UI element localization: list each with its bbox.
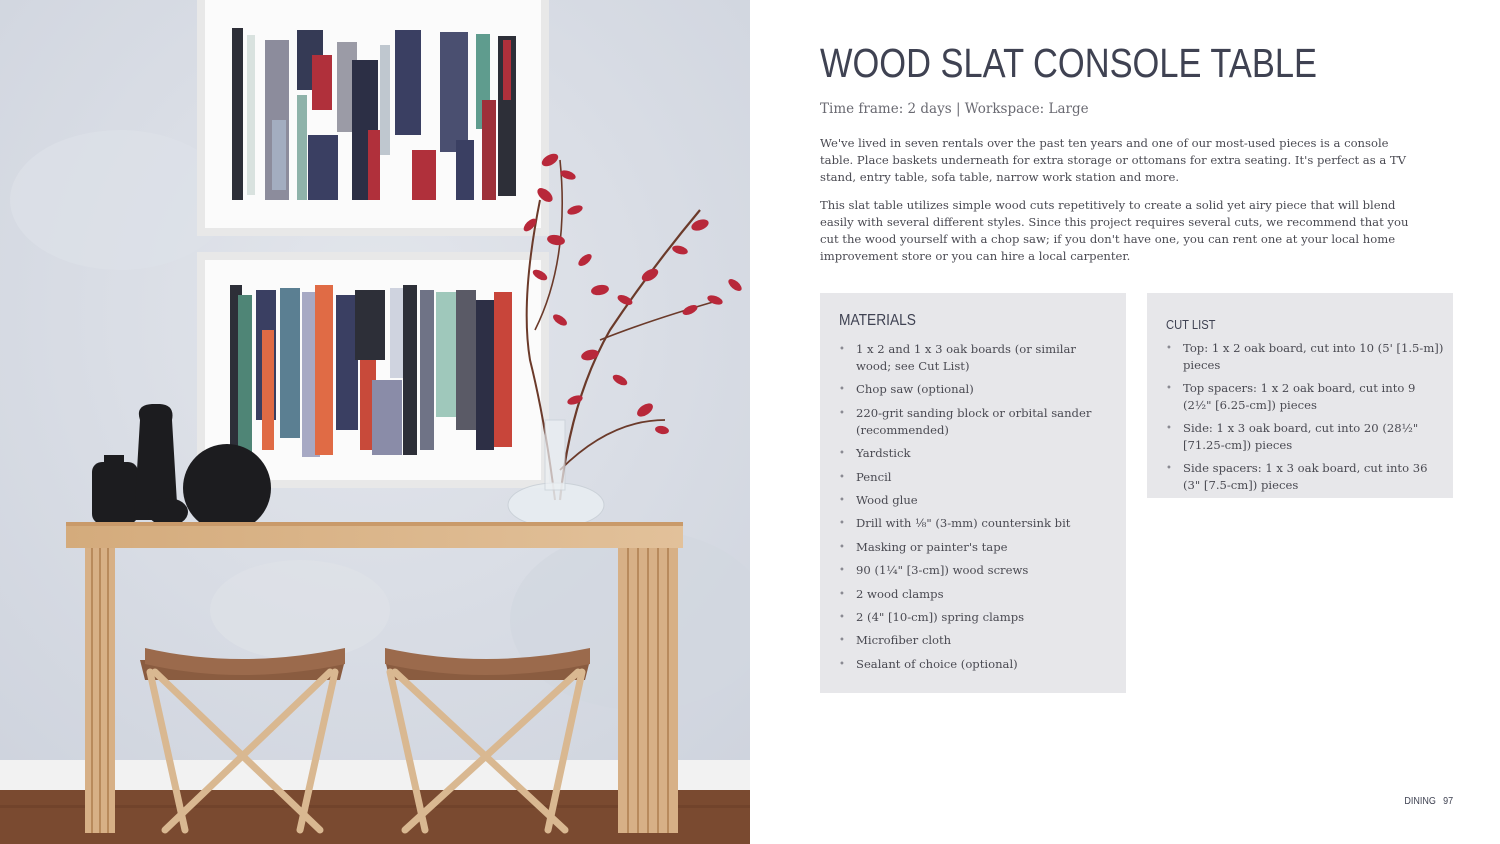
page-footer <box>1397 796 1453 807</box>
bullet-icon: • <box>839 494 845 506</box>
intro-paragraph-1: We've lived in seven rentals over the past ten years and one of our most-used pieces is a console table. Place baskets underneath for extra storage or ottomans for extra seating. It's perfect as a TV stand, entry table, sofa table, narrow work station and more. <box>820 136 1407 184</box>
materials-box <box>820 293 1126 693</box>
bullet-icon: • <box>839 588 845 600</box>
list-item: • 220-grit sanding block or orbital sander (recommended) <box>839 405 1092 437</box>
list-item: • Masking or painter's tape <box>839 539 1008 554</box>
bullet-icon: • <box>839 471 845 483</box>
list-item: • Microfiber cloth <box>839 633 952 648</box>
artwork-top <box>197 0 549 236</box>
list-item: • Yardstick <box>839 446 911 461</box>
materials-list <box>839 341 1114 679</box>
list-item: • Side: 1 x 3 oak board, cut into 20 (28½" [71.25-cm]) pieces <box>1166 421 1419 452</box>
bullet-icon: • <box>839 565 845 577</box>
list-item: • Side spacers: 1 x 3 oak board, cut into 36 (3" [7.5-cm]) pieces <box>1166 461 1428 492</box>
list-item: • 2 (4" [10-cm]) spring clamps <box>839 609 1025 624</box>
cut-list-box <box>1147 293 1453 498</box>
materials-heading: MATERIALS <box>839 312 916 329</box>
list-item: • Top: 1 x 2 oak board, cut into 10 (5' [1.5-m]) pieces <box>1166 341 1444 372</box>
bullet-icon: • <box>839 344 845 355</box>
list-item: • Drill with ⅛" (3-mm) countersink bit <box>839 516 1071 531</box>
bullet-icon: • <box>839 635 845 647</box>
bullet-icon: • <box>839 611 845 623</box>
bullet-icon: • <box>839 448 845 460</box>
bullet-icon: • <box>1166 463 1172 474</box>
list-item: • 90 (1¼" [3-cm]) wood screws <box>839 563 1029 578</box>
list-item: • Top spacers: 1 x 2 oak board, cut into 9 (2½" [6.25-cm]) pieces <box>1166 381 1416 412</box>
bullet-icon: • <box>839 658 845 670</box>
bullet-icon: • <box>839 407 845 419</box>
page-number: 97 <box>1442 796 1453 807</box>
section-name: DINING <box>1404 796 1436 807</box>
list-item: • 2 wood clamps <box>839 586 944 601</box>
bullet-icon: • <box>1166 423 1172 434</box>
project-meta: Time frame: 2 days | Workspace: Large <box>820 101 1089 117</box>
bullet-icon: • <box>839 384 845 396</box>
intro-paragraph-2: This slat table utilizes simple wood cuts repetitively to create a solid yet airy piece that will blend easily with several different styles. Since this project requires several cuts, we recommend that you cut the wood yourself with a chop saw; if you don't have one, you can rent one at your local home improvement store or you can hire a local carpenter. <box>820 198 1409 263</box>
cut-list-heading: CUT LIST <box>1166 317 1216 332</box>
page-title: WOOD SLAT CONSOLE TABLE <box>820 40 1317 86</box>
list-item: • 1 x 2 and 1 x 3 oak boards (or similar wood; see Cut List) <box>839 342 1076 373</box>
list-item: • Wood glue <box>839 492 918 507</box>
list-item: • Chop saw (optional) <box>839 382 974 397</box>
bullet-icon: • <box>1166 383 1172 394</box>
list-item: • Sealant of choice (optional) <box>839 656 1018 671</box>
list-item: • Pencil <box>839 469 892 484</box>
bullet-icon: • <box>1166 343 1172 354</box>
bullet-icon: • <box>839 518 845 530</box>
cut-list <box>1166 340 1446 500</box>
bullet-icon: • <box>839 541 845 553</box>
